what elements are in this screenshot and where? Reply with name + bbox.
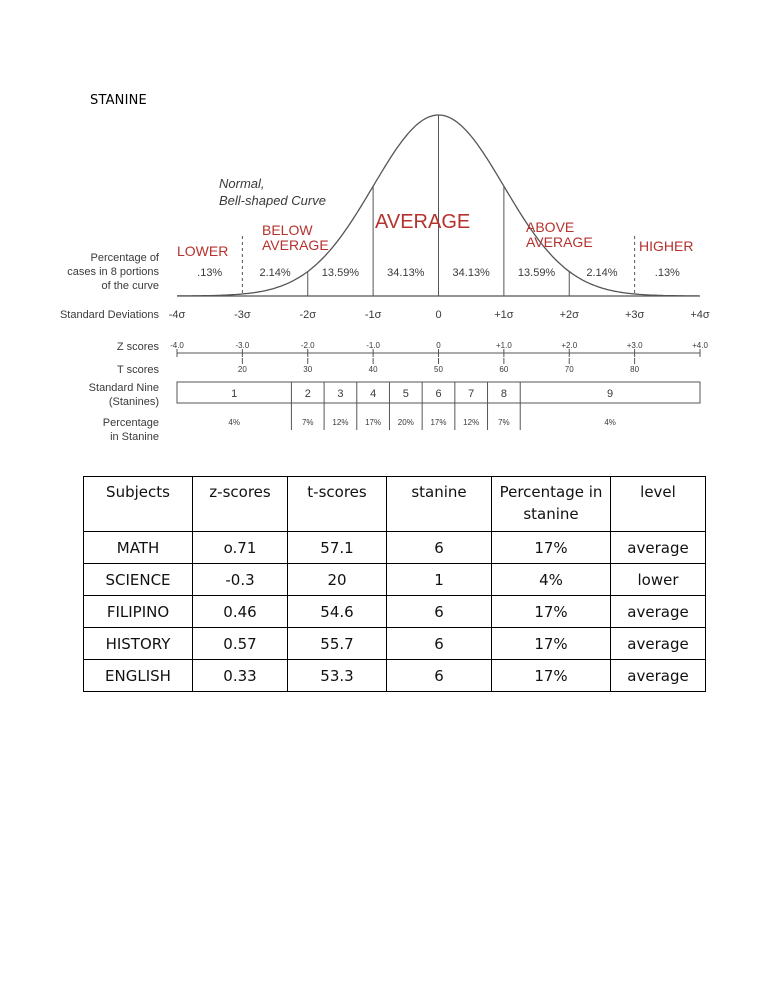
t-scores-label: T scores	[117, 364, 159, 376]
region-higher: HIGHER	[639, 238, 694, 254]
cell-level: lower	[611, 564, 706, 596]
sd-tick-label: -3σ	[234, 309, 251, 321]
page-title: STANINE	[90, 93, 147, 108]
stanine-number: 4	[370, 388, 377, 400]
z-score-tick-label: +2.0	[561, 341, 578, 350]
region-below-line1: BELOW	[262, 222, 313, 238]
sd-tick-label: +1σ	[494, 309, 514, 321]
stanine-percentage: 7%	[301, 418, 314, 427]
cell-percentage: 17%	[492, 532, 611, 564]
cell-level: average	[611, 596, 706, 628]
stanine-percentage: 20%	[397, 418, 414, 427]
t-score-tick-label: 30	[303, 365, 313, 374]
z-score-tick-label: -3.0	[235, 341, 250, 350]
t-score-tick-label: 20	[237, 365, 247, 374]
cell-t-score: 53.3	[288, 660, 387, 692]
stanine-number: 5	[402, 388, 409, 400]
t-score-tick-label: 70	[564, 365, 574, 374]
cell-subject: MATH	[84, 532, 193, 564]
cell-percentage: 4%	[492, 564, 611, 596]
header-level: level	[611, 477, 706, 532]
curve-percentage: 13.59%	[517, 267, 556, 279]
stanine-number: 6	[435, 388, 442, 400]
header-stanine: stanine	[387, 477, 492, 532]
curve-percentage: .13%	[654, 267, 680, 279]
z-score-tick-label: 0	[436, 341, 441, 350]
z-score-tick-label: -4.0	[170, 341, 184, 350]
sd-tick-label: -2σ	[299, 309, 317, 321]
stanine-percentage: 17%	[430, 418, 447, 427]
t-score-tick-label: 60	[499, 365, 509, 374]
region-average: AVERAGE	[375, 211, 471, 233]
cell-level: average	[611, 628, 706, 660]
table-row	[84, 596, 706, 628]
percent-label-line3: of the curve	[101, 280, 159, 292]
cell-z-score: o.71	[193, 532, 288, 564]
cell-level: average	[611, 532, 706, 564]
t-score-tick-label: 80	[630, 365, 640, 374]
region-above-line2: AVERAGE	[526, 234, 593, 250]
stanine-percentage: 4%	[228, 418, 240, 427]
region-below-line2: AVERAGE	[262, 237, 329, 253]
table-row	[84, 628, 706, 660]
cell-z-score: 0.33	[193, 660, 288, 692]
z-score-tick-label: -2.0	[300, 341, 315, 350]
cell-percentage: 17%	[492, 596, 611, 628]
stanine-percentage: 17%	[365, 418, 382, 427]
t-score-tick-label: 50	[434, 365, 443, 374]
stanine-number: 3	[337, 388, 344, 400]
cell-z-score: 0.46	[193, 596, 288, 628]
cell-percentage: 17%	[492, 628, 611, 660]
stanine-number: 2	[304, 388, 311, 400]
cell-stanine: 6	[387, 660, 492, 692]
header-z-scores: z-scores	[193, 477, 288, 532]
t-score-tick-label: 40	[368, 365, 378, 374]
stanine-label-line1: Standard Nine	[88, 382, 159, 394]
cell-subject: HISTORY	[84, 628, 193, 660]
sd-tick-label: +4σ	[690, 309, 710, 321]
percent-label-line2: cases in 8 portions	[67, 266, 159, 278]
stanine-number: 9	[607, 388, 614, 400]
stanine-percentage: 12%	[332, 418, 349, 427]
cell-t-score: 54.6	[288, 596, 387, 628]
curve-label-line1: Normal,	[219, 176, 265, 191]
sd-tick-label: -4σ	[168, 309, 186, 321]
cell-subject: FILIPINO	[84, 596, 193, 628]
z-score-tick-label: +1.0	[495, 341, 512, 350]
curve-percentage: 2.14%	[586, 267, 618, 279]
region-lower: LOWER	[177, 243, 229, 259]
curve-label-line2: Bell-shaped Curve	[219, 193, 326, 208]
curve-percentage: 34.13%	[452, 267, 490, 279]
scores-table	[83, 476, 706, 692]
header-t-scores: t-scores	[288, 477, 387, 532]
percent-label-line1: Percentage of	[90, 252, 159, 264]
z-score-tick-label: +3.0	[626, 341, 643, 350]
stanine-label-line2: (Stanines)	[108, 396, 159, 408]
diagram-lines	[177, 115, 700, 430]
sd-tick-label: 0	[435, 309, 442, 321]
pct-stanine-label-line1: Percentage	[102, 417, 159, 429]
stanine-percentage: 4%	[604, 418, 616, 427]
cell-stanine: 6	[387, 532, 492, 564]
table-row	[84, 532, 706, 564]
table-row	[84, 660, 706, 692]
table-header-row	[84, 477, 706, 532]
cell-t-score: 55.7	[288, 628, 387, 660]
stanine-number: 8	[500, 388, 507, 400]
curve-percentage: 13.59%	[321, 267, 360, 279]
sd-tick-label: +3σ	[624, 309, 645, 321]
cell-percentage: 17%	[492, 660, 611, 692]
cell-subject: ENGLISH	[84, 660, 193, 692]
cell-level: average	[611, 660, 706, 692]
table-row	[84, 564, 706, 596]
cell-z-score: -0.3	[193, 564, 288, 596]
stanine-percentage: 7%	[498, 418, 510, 427]
region-above-line1: ABOVE	[526, 219, 575, 235]
z-score-tick-label: +4.0	[692, 341, 708, 350]
sd-axis-label: Standard Deviations	[59, 309, 159, 321]
bell-curve-diagram	[40, 108, 720, 448]
stanine-percentage: 12%	[463, 418, 480, 427]
stanine-number: 1	[231, 388, 238, 400]
cell-t-score: 57.1	[288, 532, 387, 564]
cell-stanine: 1	[387, 564, 492, 596]
cell-stanine: 6	[387, 628, 492, 660]
z-score-tick-label: -1.0	[366, 341, 381, 350]
header-percentage: Percentage in stanine	[492, 477, 611, 532]
curve-percentage: 34.13%	[387, 267, 425, 279]
sd-tick-label: -1σ	[364, 309, 382, 321]
z-scores-label: Z scores	[116, 341, 159, 353]
pct-stanine-label-line2: in Stanine	[110, 431, 159, 443]
cell-subject: SCIENCE	[84, 564, 193, 596]
cell-z-score: 0.57	[193, 628, 288, 660]
curve-percentage: 2.14%	[259, 267, 291, 279]
header-subjects: Subjects	[84, 477, 193, 532]
cell-t-score: 20	[288, 564, 387, 596]
sd-tick-label: +2σ	[559, 309, 579, 321]
cell-stanine: 6	[387, 596, 492, 628]
stanine-number: 7	[468, 388, 475, 400]
curve-percentage: .13%	[197, 267, 223, 279]
stanine-figure	[40, 108, 720, 448]
